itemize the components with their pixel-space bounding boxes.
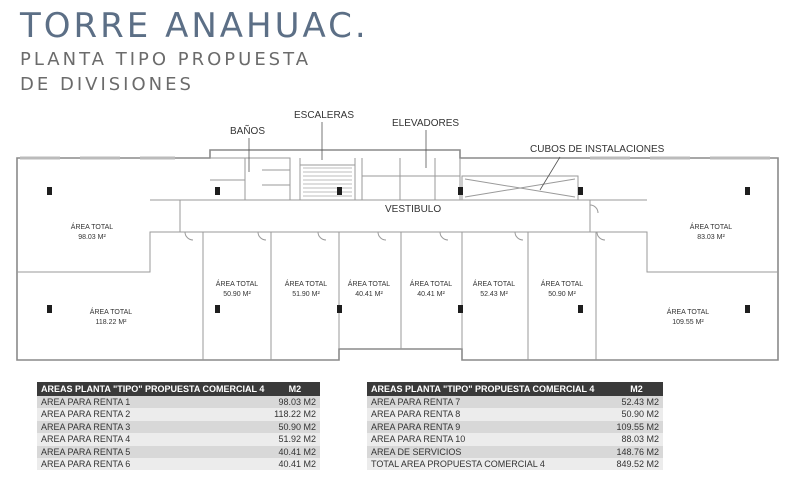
table-header-unit: M2 xyxy=(270,382,320,396)
floor-plan xyxy=(0,100,800,370)
table-header-unit: M2 xyxy=(610,382,663,396)
wall-right-upper xyxy=(590,200,778,272)
table-row: AREA PARA RENTA 3 50.90 M2 xyxy=(37,421,320,433)
room-value: 50.90 M² xyxy=(223,291,251,298)
room-label: ÁREA TOTAL xyxy=(284,281,328,288)
room-value: 98.03 M² xyxy=(78,234,106,241)
table-row: AREA PARA RENTA 8 50.90 M2 xyxy=(367,408,663,420)
table-row: AREA PARA RENTA 4 51.92 M2 xyxy=(37,433,320,445)
table-header: AREAS PLANTA "TIPO" PROPUESTA COMERCIAL 4 xyxy=(367,382,610,396)
table-header: AREAS PLANTA "TIPO" PROPUESTA COMERCIAL 4 xyxy=(37,382,270,396)
room-labels xyxy=(71,222,733,326)
room-label: ÁREA TOTAL xyxy=(689,224,733,231)
room-label: ÁREA TOTAL xyxy=(89,309,133,316)
core-cubos xyxy=(462,176,578,200)
stair-steps xyxy=(303,168,352,196)
room-label: ÁREA TOTAL xyxy=(409,281,453,288)
callout-banos: BAÑOS xyxy=(230,126,266,137)
table-row: TOTAL AREA PROPUESTA COMERCIAL 4 849.52 M2 xyxy=(367,458,663,470)
areas-table-right xyxy=(367,382,663,470)
table-row: AREA PARA RENTA 6 40.41 M2 xyxy=(37,458,320,470)
callout-elevadores: ELEVADORES xyxy=(392,118,460,129)
table-row: AREA PARA RENTA 9 109.55 M2 xyxy=(367,421,663,433)
room-value: 109.55 M² xyxy=(672,319,704,326)
callout-leaders xyxy=(249,122,560,190)
room-label: ÁREA TOTAL xyxy=(347,281,391,288)
room-label: ÁREA TOTAL xyxy=(540,281,584,288)
room-label: ÁREA TOTAL xyxy=(215,281,259,288)
table-row: AREA PARA RENTA 5 40.41 M2 xyxy=(37,446,320,458)
table-row: AREA PARA RENTA 7 52.43 M2 xyxy=(367,396,663,408)
vestibulo-label: VESTIBULO xyxy=(385,204,442,215)
wall-dividers xyxy=(203,232,596,360)
core-escaleras xyxy=(300,158,355,200)
callout-escaleras: ESCALERAS xyxy=(294,110,355,121)
room-value: 50.90 M² xyxy=(548,291,576,298)
room-value: 52.43 M² xyxy=(480,291,508,298)
table-row: AREA PARA RENTA 2 118.22 M2 xyxy=(37,408,320,420)
page-subtitle-line2: DE DIVISIONES xyxy=(20,74,194,95)
room-value: 83.03 M² xyxy=(697,234,725,241)
room-label: ÁREA TOTAL xyxy=(70,224,114,231)
core-banos xyxy=(210,158,290,200)
room-value: 40.41 M² xyxy=(355,291,383,298)
table-row: AREA PARA RENTA 10 88.03 M2 xyxy=(367,433,663,445)
room-value: 40.41 M² xyxy=(417,291,445,298)
areas-table-left xyxy=(37,382,320,470)
callout-cubos: CUBOS DE INSTALACIONES xyxy=(530,144,665,155)
room-label: ÁREA TOTAL xyxy=(472,281,516,288)
room-value: 51.90 M² xyxy=(292,291,320,298)
building-outline xyxy=(17,150,778,360)
core-elevadores xyxy=(362,158,460,200)
room-value: 118.22 M² xyxy=(95,319,127,326)
table-row: AREA PARA RENTA 1 98.03 M2 xyxy=(37,396,320,408)
page-title: TORRE ANAHUAC. xyxy=(20,6,369,46)
page-subtitle-line1: PLANTA TIPO PROPUESTA xyxy=(20,49,312,70)
room-label: ÁREA TOTAL xyxy=(666,309,710,316)
table-row: AREA DE SERVICIOS 148.76 M2 xyxy=(367,446,663,458)
